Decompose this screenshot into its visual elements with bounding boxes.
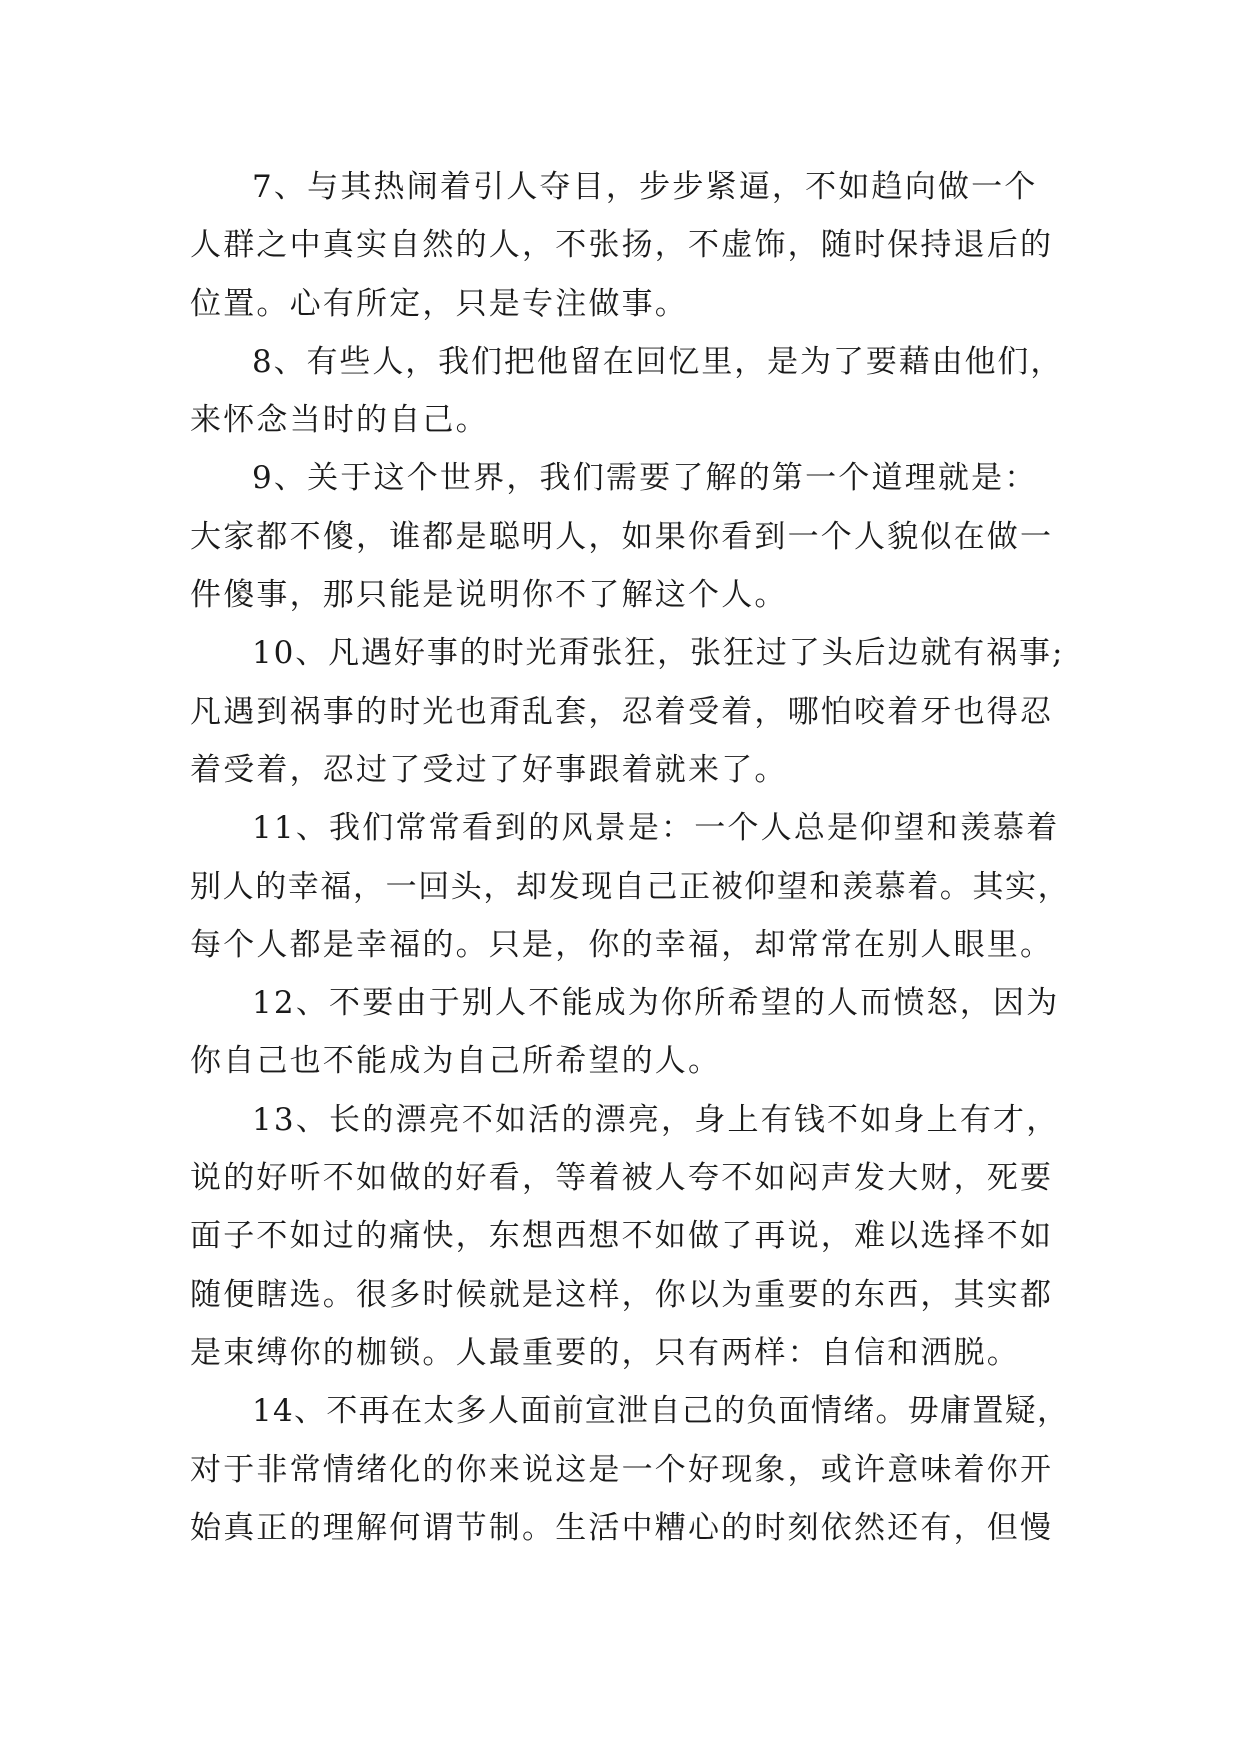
paragraph-line: 10、凡遇好事的时光甭张狂，张狂过了头后边就有祸事;: [252, 635, 1065, 672]
paragraph-line: 14、不再在太多人面前宣泄自己的负面情绪。毋庸置疑，: [252, 1393, 1070, 1430]
paragraph-10: [190, 624, 1070, 799]
paragraph-8: [190, 333, 1070, 450]
paragraph-7: [190, 158, 1070, 333]
paragraph-line: 凡遇到祸事的时光也甭乱套，忍着受着，哪怕咬着牙也得忍: [190, 693, 1054, 730]
paragraph-line: 你自己也不能成为自己所希望的人。: [190, 1043, 722, 1080]
paragraph-12: [190, 974, 1070, 1091]
paragraph-line: 12、不要由于别人不能成为你所希望的人而愤怒，因为: [252, 985, 1060, 1022]
paragraph-line: 位置。心有所定，只是专注做事。: [190, 285, 688, 322]
paragraph-line: 随便瞎选。很多时候就是这样，你以为重要的东西，其实都: [190, 1276, 1054, 1313]
paragraph-line: 11、我们常常看到的风景是：一个人总是仰望和羡慕着: [252, 810, 1060, 847]
paragraph-line: 人群之中真实自然的人，不张扬，不虚饰，随时保持退后的: [190, 227, 1054, 264]
paragraph-14: [190, 1382, 1070, 1557]
paragraph-line: 9、关于这个世界，我们需要了解的第一个道理就是：: [252, 460, 1038, 497]
paragraph-line: 是束缚你的枷锁。人最重要的，只有两样：自信和洒脱。: [190, 1334, 1020, 1371]
paragraph-line: 别人的幸福，一回头，却发现自己正被仰望和羡慕着。其实，: [190, 868, 1071, 905]
paragraph-13: [190, 1091, 1070, 1382]
document-body: [190, 158, 1070, 1557]
paragraph-line: 来怀念当时的自己。: [190, 402, 489, 439]
paragraph-line: 8、有些人，我们把他留在回忆里，是为了要藉由他们，: [252, 343, 1064, 380]
paragraph-9: [190, 449, 1070, 624]
paragraph-line: 始真正的理解何谓节制。生活中糟心的时刻依然还有，但慢: [190, 1509, 1054, 1546]
paragraph-line: 面子不如过的痛快，东想西想不如做了再说，难以选择不如: [190, 1218, 1054, 1255]
paragraph-line: 13、长的漂亮不如活的漂亮，身上有钱不如身上有才，: [252, 1101, 1060, 1138]
paragraph-line: 件傻事，那只能是说明你不了解这个人。: [190, 577, 788, 614]
paragraph-line: 说的好听不如做的好看，等着被人夸不如闷声发大财，死要: [190, 1160, 1054, 1197]
paragraph-line: 对于非常情绪化的你来说这是一个好现象，或许意味着你开: [190, 1451, 1054, 1488]
paragraph-11: [190, 799, 1070, 974]
paragraph-line: 着受着，忍过了受过了好事跟着就来了。: [190, 751, 788, 788]
paragraph-line: 7、与其热闹着引人夺目，步步紧逼，不如趋向做一个: [252, 169, 1038, 205]
paragraph-line: 大家都不傻，谁都是聪明人，如果你看到一个人貌似在做一: [190, 518, 1054, 555]
paragraph-line: 每个人都是幸福的。只是，你的幸福，却常常在别人眼里。: [190, 926, 1054, 963]
